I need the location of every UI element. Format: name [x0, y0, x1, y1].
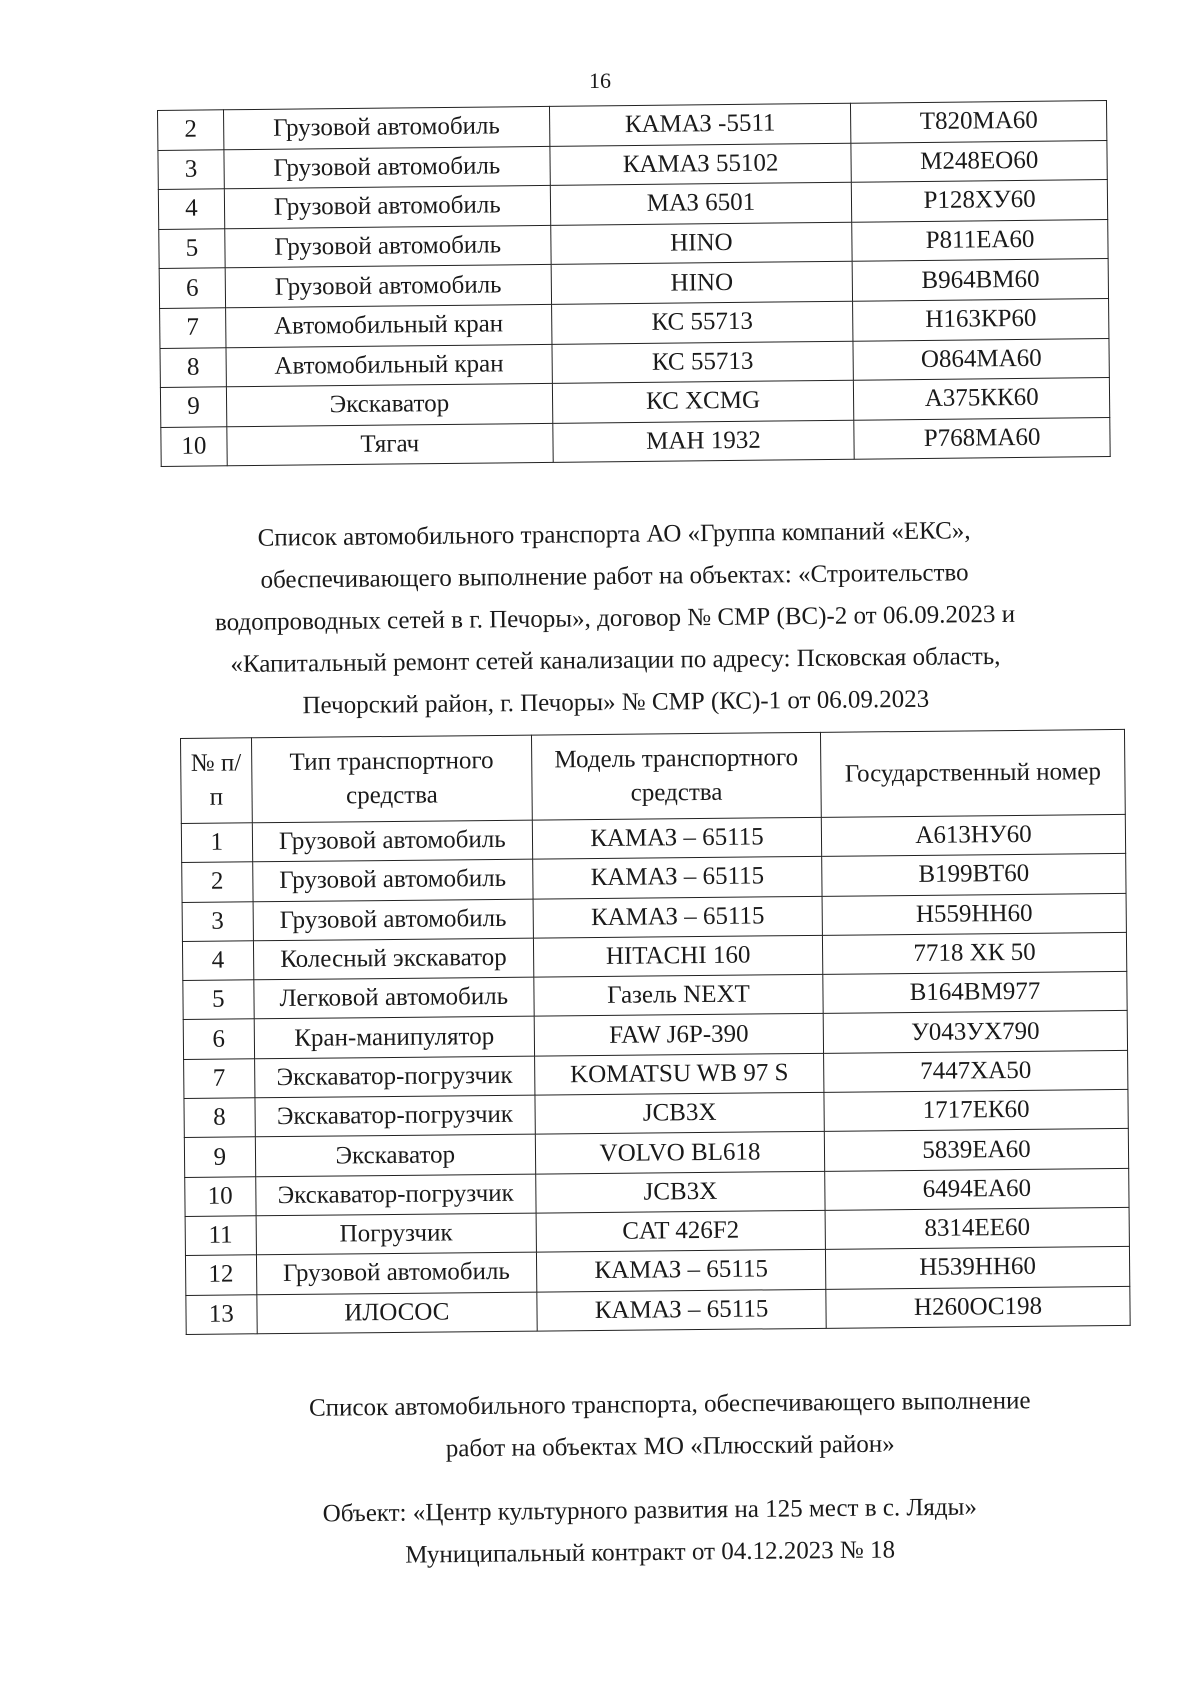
cell-plate: 8314ЕЕ60: [825, 1207, 1129, 1249]
cell-model: КС 55713: [552, 341, 854, 384]
cell-plate: Р128ХУ60: [852, 180, 1108, 222]
eks-vehicle-table-body: [181, 814, 1130, 1334]
cell-plate: В199ВТ60: [822, 854, 1126, 896]
cell-plate: 5839ЕА60: [824, 1129, 1128, 1171]
cell-model: Газель NEXT: [534, 975, 823, 1017]
page-number: 16: [589, 68, 611, 93]
cell-model: HINO: [550, 222, 852, 265]
cell-type: Автомобильный кран: [225, 304, 551, 347]
cell-plate: А375КК60: [854, 378, 1110, 420]
cell-num: 3: [182, 901, 253, 941]
cell-model: КС 55713: [551, 301, 853, 344]
cell-num: 1: [181, 823, 252, 863]
cell-plate: М248ЕО60: [851, 140, 1107, 182]
cell-num: 2: [182, 862, 253, 902]
cell-num: 2: [158, 110, 224, 150]
heading-line: Объект: «Центр культурного развития на 125 мест в с. Ляды»: [322, 1493, 978, 1528]
heading-line: Печорский район, г. Печоры» № СМР (КС)-1 от 06.09.2023: [302, 685, 930, 720]
cell-num: 6: [159, 268, 225, 308]
cell-type: Грузовой автомобиль: [223, 106, 549, 149]
cell-type: Автомобильный кран: [226, 344, 552, 387]
cell-type: Грузовой автомобиль: [256, 1252, 537, 1294]
cell-plate: В164ВМ977: [823, 972, 1127, 1014]
header-type: Тип транспортного средства: [251, 735, 532, 823]
heading-line: Список автомобильного транспорта АО «Группа компаний «ЕКС»,: [257, 517, 971, 552]
cell-num: 7: [160, 308, 226, 348]
cell-num: 5: [183, 980, 254, 1020]
cell-plate: Н539НН60: [825, 1247, 1129, 1289]
cell-model: КАМАЗ – 65115: [536, 1250, 825, 1292]
cell-type: Экскаватор: [226, 384, 552, 427]
eks-vehicle-table: [180, 729, 1131, 1335]
cell-type: Грузовой автомобиль: [252, 859, 533, 901]
cell-model: КАМАЗ – 65115: [532, 817, 821, 859]
cell-num: 8: [184, 1098, 255, 1138]
cell-type: Колесный экскаватор: [253, 938, 534, 980]
cell-num: 10: [185, 1176, 256, 1216]
cell-num: 4: [158, 189, 224, 229]
cell-model: КС XCMG: [552, 380, 854, 423]
cell-type: Грузовой автомобиль: [224, 146, 550, 189]
header-model: Модель транспортного средства: [532, 732, 822, 820]
cell-num: 3: [158, 149, 224, 189]
cell-num: 7: [184, 1059, 255, 1099]
vehicle-table-continued-body: [158, 101, 1111, 467]
cell-plate: Н260ОС198: [826, 1286, 1130, 1328]
cell-type: Грузовой автомобиль: [252, 820, 533, 862]
cell-model: CAT 426F2: [536, 1210, 825, 1252]
cell-type: Тягач: [227, 423, 553, 466]
cell-model: МАН 1932: [552, 420, 854, 463]
cell-plate: Н163КР60: [853, 299, 1109, 341]
cell-num: 4: [182, 941, 253, 981]
cell-num: 10: [161, 427, 227, 467]
cell-model: HINO: [551, 262, 853, 305]
cell-model: КАМАЗ -5511: [549, 103, 851, 146]
cell-model: VOLVO BL618: [535, 1132, 824, 1174]
heading-line: работ на объектах МО «Плюсский район»: [445, 1430, 895, 1463]
cell-model: HITACHI 160: [533, 935, 822, 977]
cell-plate: Р768МА60: [854, 417, 1110, 459]
cell-type: Экскаватор-погрузчик: [255, 1174, 536, 1216]
cell-type: ИЛОСОС: [256, 1292, 537, 1334]
heading-line: обеспечивающего выполнение работ на объектах: «Строительство: [260, 559, 969, 594]
eks-vehicle-list-heading: [149, 509, 1081, 729]
header-num: № п/п: [181, 738, 252, 824]
cell-model: КАМАЗ – 65115: [533, 896, 822, 938]
cell-plate: У043УХ790: [823, 1011, 1127, 1053]
cell-num: 9: [160, 387, 226, 427]
cell-type: Грузовой автомобиль: [224, 186, 550, 229]
plyussa-vehicle-list-heading: [200, 1379, 1141, 1473]
object-contract-heading: [200, 1485, 1101, 1578]
cell-type: Кран-манипулятор: [254, 1017, 535, 1059]
cell-plate: А613НУ60: [821, 814, 1125, 856]
cell-num: 11: [185, 1216, 256, 1256]
cell-plate: О864МА60: [853, 338, 1109, 380]
cell-model: КАМАЗ 55102: [550, 143, 852, 186]
cell-type: Легковой автомобиль: [253, 977, 534, 1019]
header-plate: Государственный номер: [820, 729, 1125, 817]
cell-num: 8: [160, 347, 226, 387]
cell-type: Грузовой автомобиль: [253, 899, 534, 941]
cell-type: Грузовой автомобиль: [225, 265, 551, 308]
cell-model: JCB3X: [535, 1092, 824, 1134]
heading-line: «Капитальный ремонт сетей канализации по адресу: Псковская область,: [230, 642, 1001, 679]
cell-num: 5: [159, 229, 225, 269]
cell-plate: Н559НН60: [822, 893, 1126, 935]
cell-plate: 6494ЕА60: [825, 1168, 1129, 1210]
cell-num: 13: [186, 1294, 257, 1334]
cell-plate: Т820МА60: [851, 101, 1107, 143]
cell-type: Экскаватор: [255, 1134, 536, 1176]
cell-type: Грузовой автомобиль: [225, 225, 551, 268]
cell-plate: 7718 ХК 50: [822, 932, 1126, 974]
cell-plate: 1717ЕК60: [824, 1089, 1128, 1131]
heading-line: Список автомобильного транспорта, обеспечивающего выполнение: [308, 1387, 1031, 1422]
table-header-row: [181, 729, 1126, 823]
cell-type: Погрузчик: [256, 1213, 537, 1255]
cell-model: KOMATSU WB 97 S: [535, 1053, 824, 1095]
cell-num: 9: [184, 1137, 255, 1177]
table-row: [186, 1286, 1130, 1334]
heading-line: водопроводных сетей в г. Печоры», договор № СМР (ВС)-2 от 06.09.2023 и: [214, 600, 1016, 637]
cell-plate: В964ВМ60: [852, 259, 1108, 301]
cell-num: 12: [185, 1255, 256, 1295]
cell-plate: 7447ХА50: [824, 1050, 1128, 1092]
heading-line: Муниципальный контракт от 04.12.2023 № 18: [405, 1536, 896, 1569]
cell-model: МАЗ 6501: [550, 182, 852, 225]
cell-type: Экскаватор-погрузчик: [255, 1095, 536, 1137]
cell-plate: Р811ЕА60: [852, 219, 1108, 261]
cell-model: КАМАЗ – 65115: [533, 857, 822, 899]
cell-model: КАМАЗ – 65115: [537, 1289, 826, 1331]
vehicle-table-continued: [157, 100, 1111, 467]
cell-model: FAW J6P-390: [534, 1014, 823, 1056]
cell-num: 6: [183, 1019, 254, 1059]
cell-model: JCB3X: [536, 1171, 825, 1213]
cell-type: Экскаватор-погрузчик: [254, 1056, 535, 1098]
